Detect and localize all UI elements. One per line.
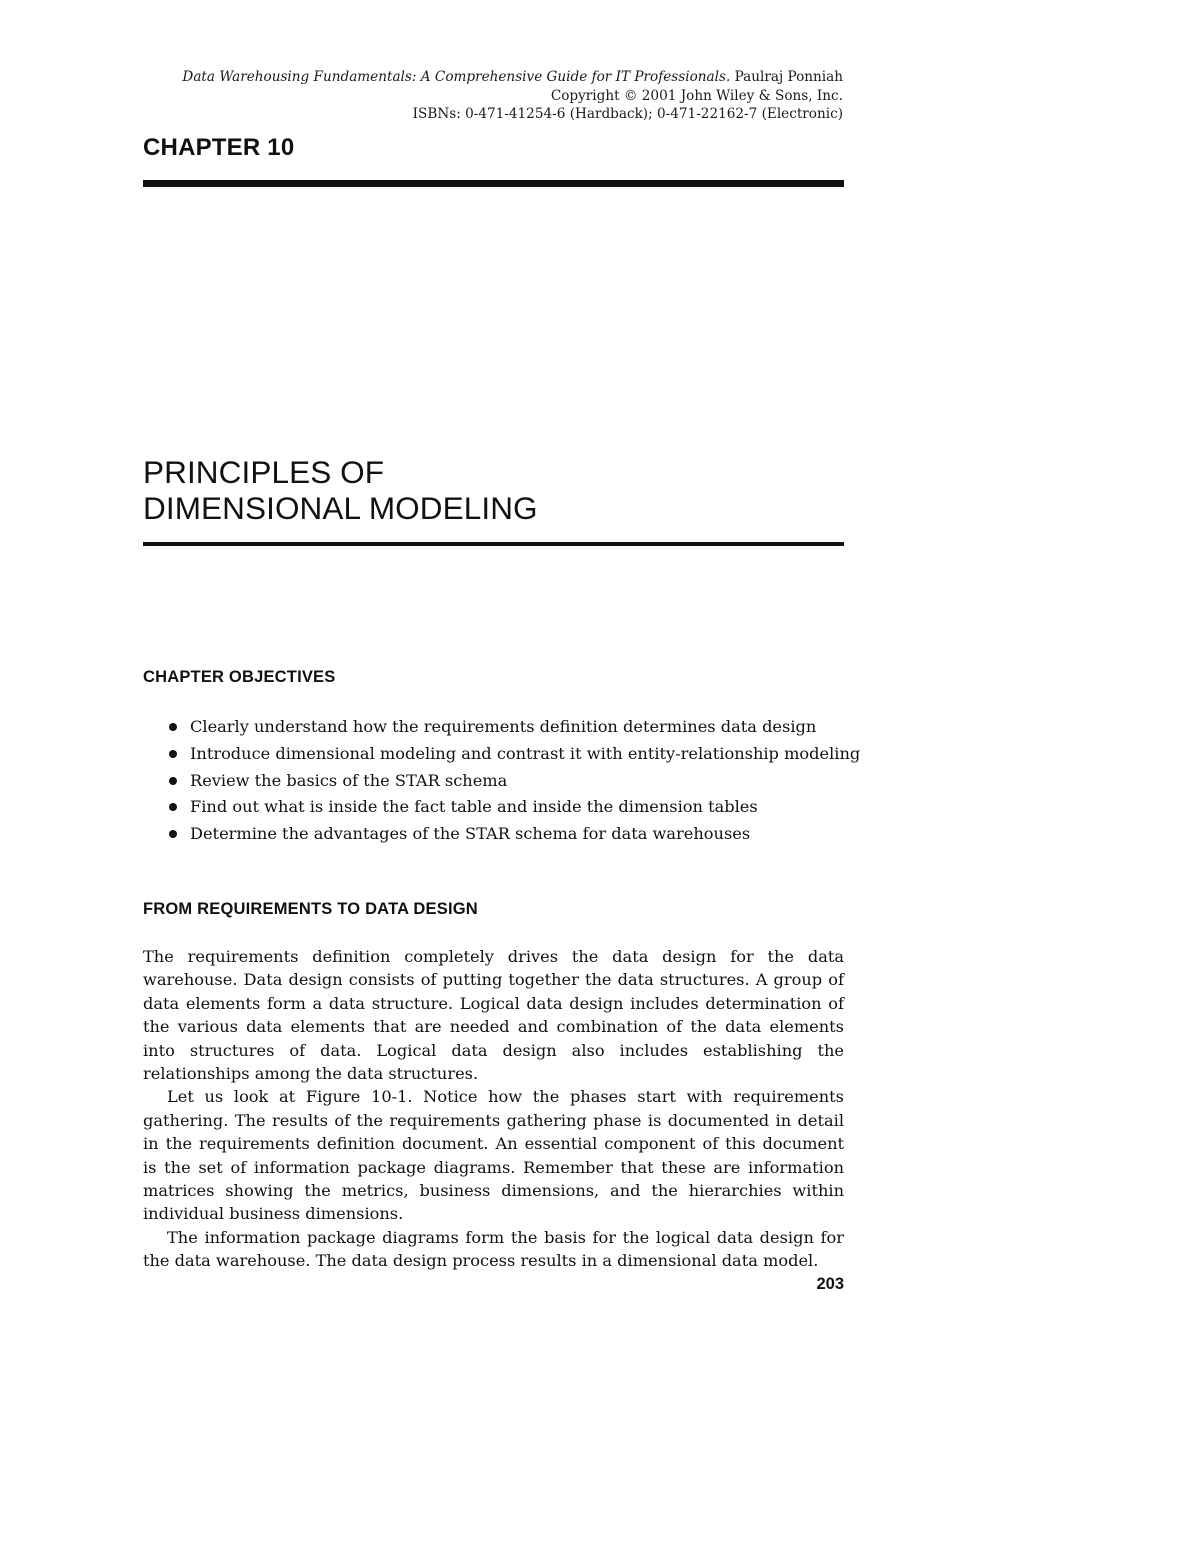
body-paragraph: Let us look at Figure 10-1. Notice how the phases start with requirements gathering. The results of the requirements gathering phase is documented in detail in the requirements definition document. An essential component of this document is the set of information package diagrams. Remember that these are information matrices showing the metrics, business dimensions, and the hierarchies within individual business dimensions. (143, 1087, 844, 1224)
bullet-icon (169, 803, 177, 811)
isbn-line: ISBNs: 0-471-41254-6 (Hardback); 0-471-22162-7 (Electronic) (412, 106, 843, 122)
running-header (83, 68, 843, 124)
author-name: Paulraj Ponniah (734, 69, 843, 85)
book-title: Data Warehousing Fundamentals: A Comprehensive Guide for IT Professionals. (182, 69, 731, 85)
objectives-heading: CHAPTER OBJECTIVES (143, 668, 336, 686)
chapter-rule (143, 180, 844, 187)
copyright-line: Copyright © 2001 John Wiley & Sons, Inc. (550, 87, 843, 104)
bullet-icon (169, 777, 177, 785)
chapter-label: CHAPTER 10 (143, 134, 295, 161)
objective-text: Introduce dimensional modeling and contrast it with entity-relationship modeling (190, 743, 861, 763)
section-body (143, 945, 844, 1273)
objective-item (165, 741, 860, 768)
objective-text: Review the basics of the STAR schema (190, 770, 508, 790)
citation-line (83, 68, 843, 87)
chapter-title (143, 454, 538, 526)
objectives-list (165, 714, 860, 848)
objective-item (165, 714, 860, 741)
title-rule (143, 542, 844, 546)
objective-item (165, 768, 860, 795)
section-heading: FROM REQUIREMENTS TO DATA DESIGN (143, 900, 478, 918)
bullet-icon (169, 830, 177, 838)
page-number: 203 (816, 1275, 844, 1293)
chapter-title-line-1: PRINCIPLES OF (143, 454, 385, 490)
body-paragraph: The information package diagrams form the basis for the logical data design for the data warehouse. The data design process results in a dimensional data model. (143, 1227, 844, 1271)
objective-item (165, 794, 860, 821)
objective-text: Determine the advantages of the STAR schema for data warehouses (190, 824, 751, 844)
objective-text: Clearly understand how the requirements definition determines data design (190, 717, 817, 736)
objective-item (165, 821, 860, 848)
body-paragraph: The requirements definition completely drives the data design for the data warehouse. Data design consists of putting together the data structures. A group of data elements form a data structure. Logical data design includes determination of the various data elements that are needed and combination of the data elements into structures of data. Logical data design also includes establishing the relationships among the data structures. (143, 947, 844, 1084)
chapter-title-line-2: DIMENSIONAL MODELING (143, 490, 538, 526)
bullet-icon (169, 723, 177, 731)
objective-text: Find out what is inside the fact table and inside the dimension tables (190, 797, 758, 817)
bullet-icon (169, 750, 177, 758)
